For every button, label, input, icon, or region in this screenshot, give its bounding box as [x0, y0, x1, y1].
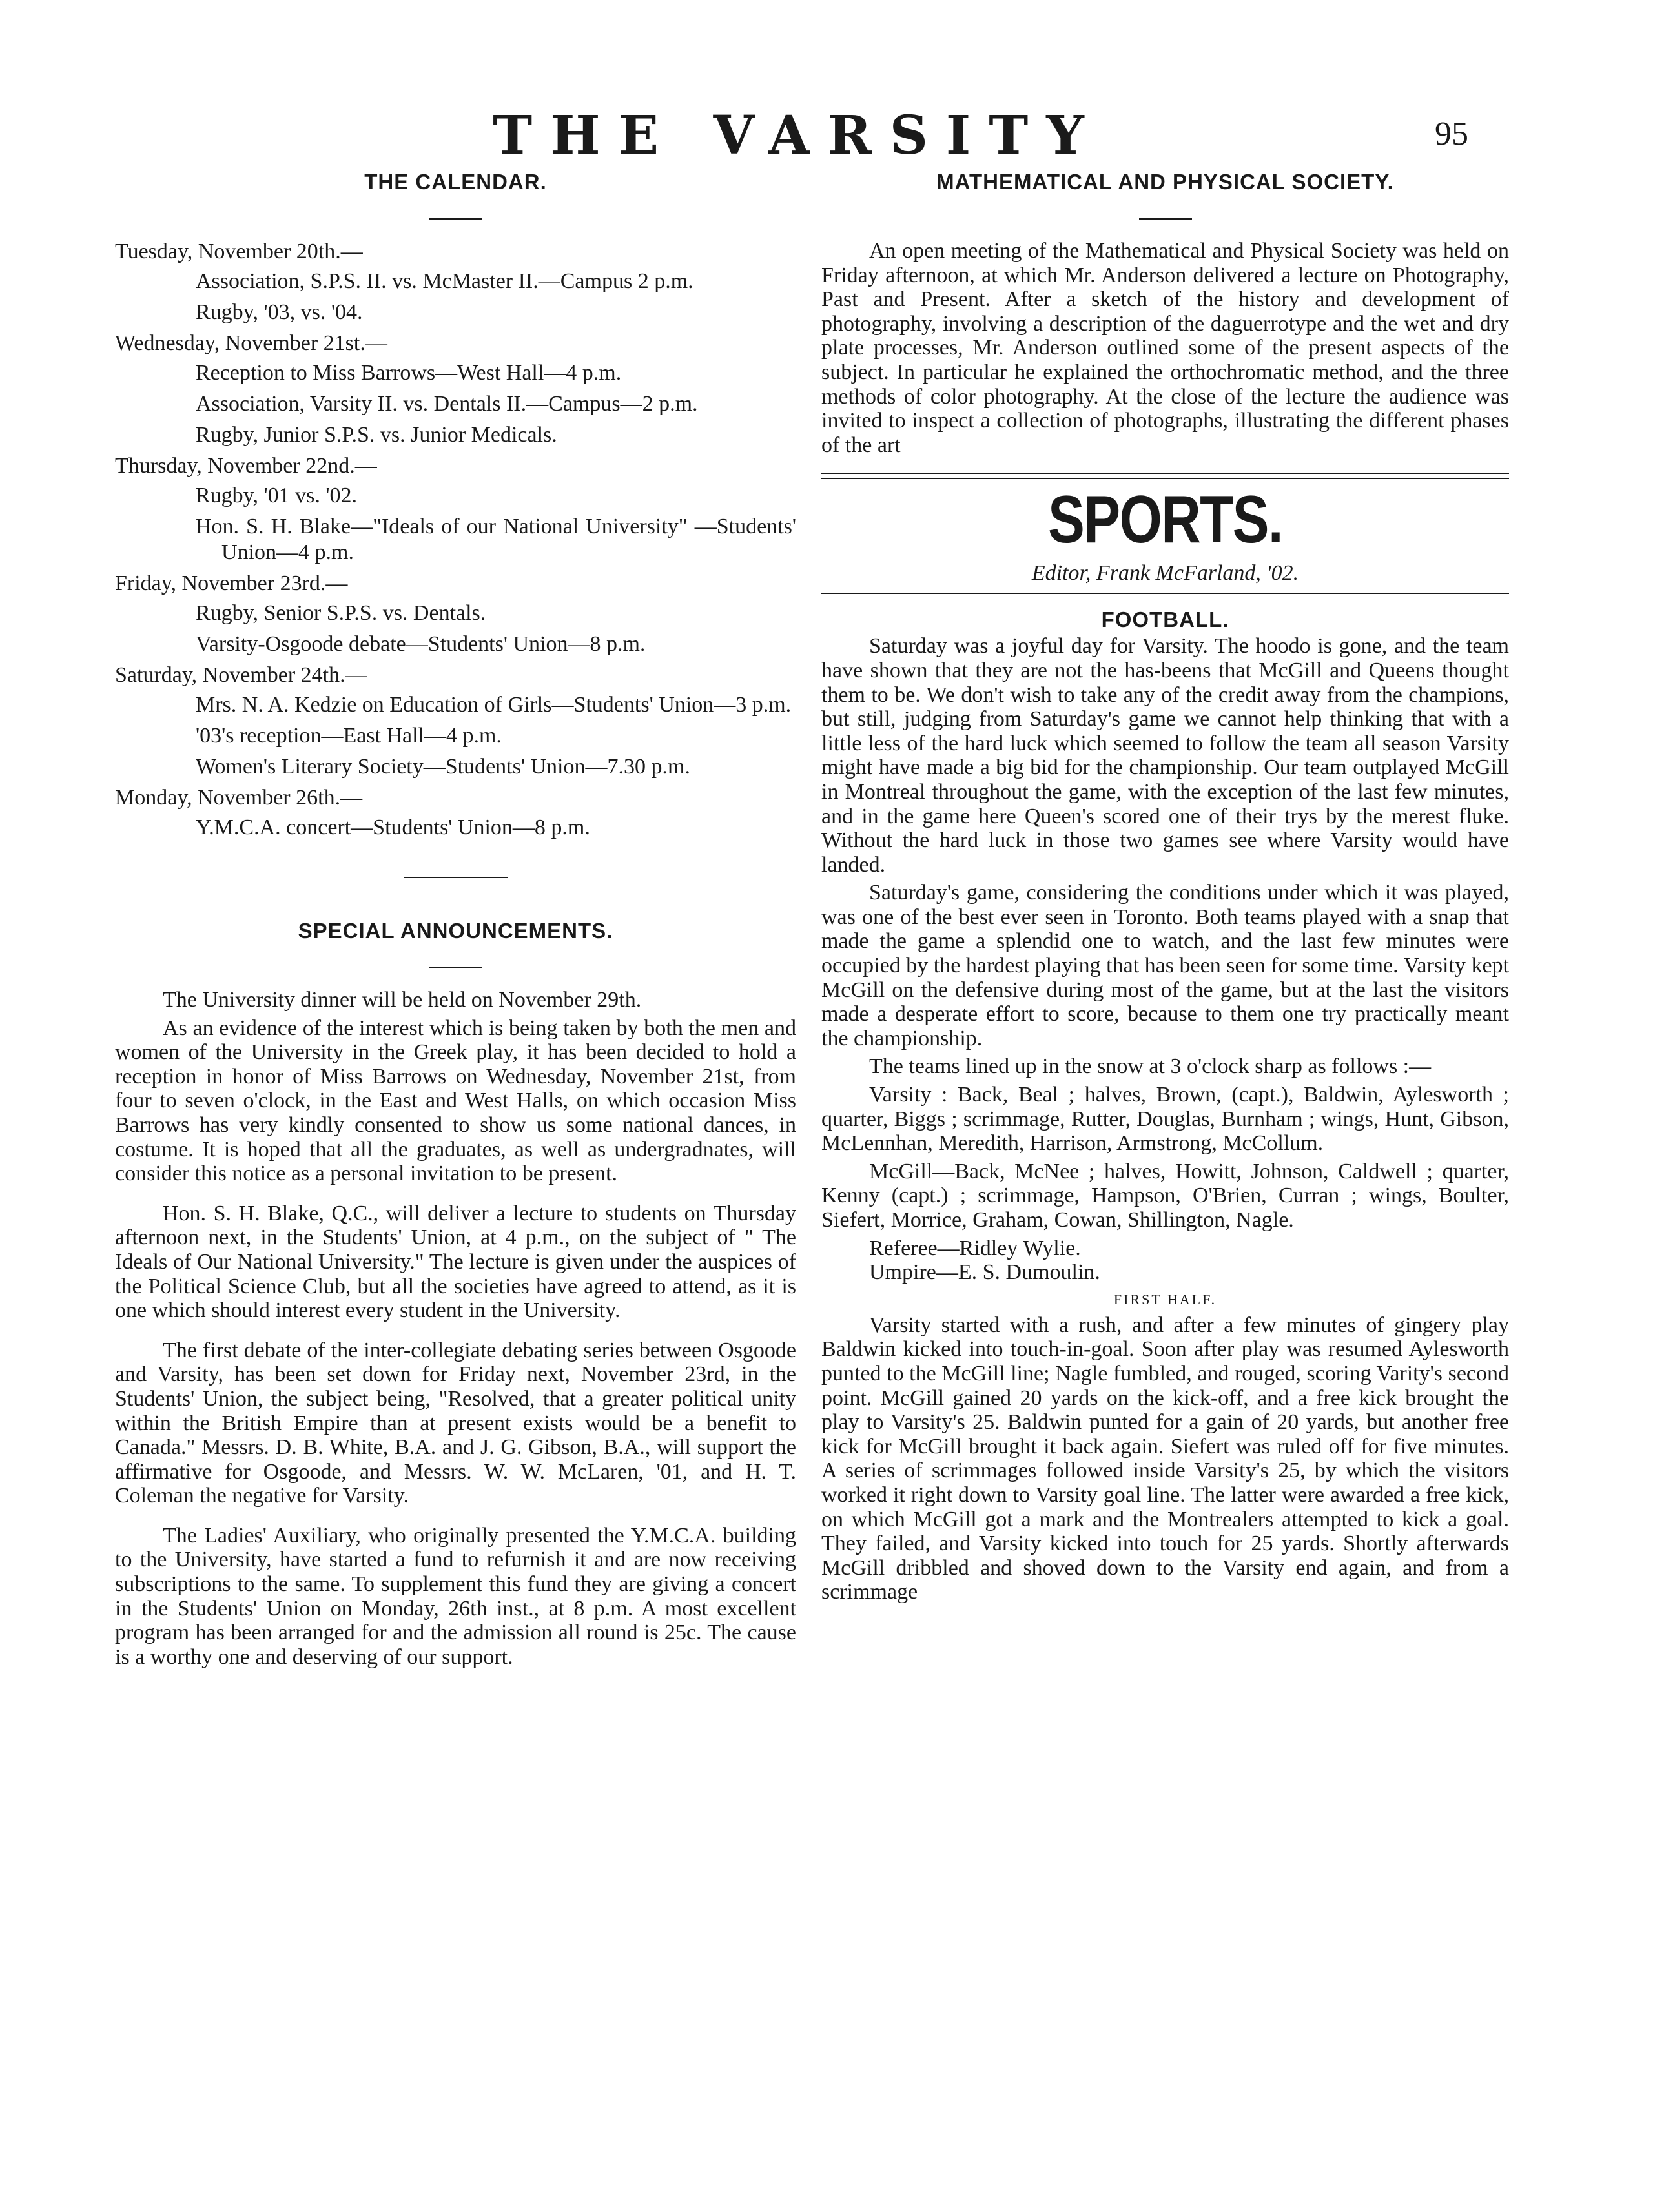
calendar-event: Association, Varsity II. vs. Dentals II.—Campus—2 p.m. — [196, 392, 698, 416]
calendar-event: Reception to Miss Barrows—West Hall—4 p.m. — [196, 361, 622, 385]
double-divider — [821, 473, 1509, 479]
calendar-day: Wednesday, November 21st.— — [115, 331, 387, 355]
divider — [429, 218, 482, 220]
right-column — [821, 168, 1509, 1620]
sports-paragraph: McGill—Back, McNee ; halves, Howitt, Johnson, Caldwell ; quarter, Kenny (capt.) ; scrimmage, Hampson, O'Brien, Curran ; wings, Boulter, Siefert, Morrice, Graham, Cowan, Shillington, Nagle. — [821, 1159, 1509, 1232]
announcement-paragraph: The first debate of the inter-collegiate debating series between Osgoode and Varsity, has been set down for Friday next, November 23rd, in the Students' Union, the subject being, "Resolved, that a greater political unity within the British Empire than at present exists would be a benefit to Canada." Messrs. D. B. White, B.A. and J. G. Gibson, B.A., will support the affirmative for Osgoode, and Messrs. W. W. McLaren, '01, and H. T. Coleman the negative for Varsity. — [115, 1338, 796, 1508]
calendar-event: Mrs. N. A. Kedzie on Education of Girls—Students' Union—3 p.m. — [196, 693, 792, 717]
calendar-event: Rugby, '01 vs. '02. — [196, 484, 357, 507]
calendar-event: Hon. S. H. Blake—"Ideals of our National University" —Students' Union—4 p.m. — [196, 515, 796, 564]
left-column — [115, 168, 796, 1685]
sports-editor: Editor, Frank McFarland, '02. — [1031, 561, 1299, 586]
first-half-paragraph: Varsity started with a rush, and after a few minutes of gingery play Baldwin kicked into touch-in-goal. Soon after play was resumed Aylesworth punted to the McGill line; Nagle fumbled, and rouged, scoring Varity's second point. McGill gained 20 yards on the kick-off, and a free kick brought the play to Varsity's 25. Baldwin punted for a gain of 20 yards, but another free kick for McGill brought it back again. Siefert was ruled off for five minutes. A series of scrimmages followed inside Varsity's 25, by which the visitors worked it right down to Varsity goal line. The latter were awarded a free kick, on which McGill got a mark and the Montrealers attempted to kick a goal. They failed, and Varsity kicked into touch for 25 yards. Shortly afterwards McGill dribbled and shoved down to the Varsity end again, and from a scrimmage — [821, 1313, 1509, 1604]
page-number: 95 — [1435, 116, 1468, 152]
announcement-paragraph: The University dinner will be held on November 29th. — [163, 988, 642, 1012]
sports-paragraph: Saturday's game, considering the conditions under which it was played, was one of the best ever seen in Toronto. Both teams played with a snap that made the game a splendid one to watch, and the last few minutes were occupied by the hardest playing that has been seen for some time. Varsity kept McGill on the defensive during most of the game, but at the last the visitors made a desperate effort to score, because to them one try practically meant the championship. — [821, 881, 1509, 1050]
football-title: FOOTBALL. — [1101, 608, 1229, 632]
announcements-title: SPECIAL ANNOUNCEMENTS. — [298, 919, 613, 943]
sports-paragraph: The teams lined up in the snow at 3 o'clock sharp as follows :— — [869, 1054, 1432, 1079]
divider — [821, 593, 1509, 594]
divider — [1139, 218, 1192, 220]
calendar-event: Varsity-Osgoode debate—Students' Union—8 p.m. — [196, 632, 646, 656]
calendar-day: Thursday, November 22nd.— — [115, 454, 377, 478]
math-society-paragraph: An open meeting of the Mathematical and Physical Society was held on Friday afternoon, at which Mr. Anderson delivered a lecture on Photography, Past and Present. After a sketch of the history and development of photography, involving a description of the daguerrotype and the wet and dry plate processes, Mr. Anderson outlined some of the present aspects of the subject. In particular he explained the orthochromatic method, and the three methods of color photography. At the close of the lecture the audience was invited to inspect a collection of photographs, illustrating the different phases of the art — [821, 239, 1509, 457]
calendar-event: Association, S.P.S. II. vs. McMaster II.—Campus 2 p.m. — [196, 269, 693, 293]
announcement-paragraph: As an evidence of the interest which is being taken by both the men and women of the University in the Greek play, it has been decided to hold a reception in honor of Miss Barrows on Wednesday, November 21st, from four to seven o'clock, in the East and West Halls, on which occasion Miss Barrows has very kindly consented to show us some national dances, in costume. It is hoped that all the graduates, as well as undergradnates, will consider this notice as a personal invitation to be present. — [115, 1016, 796, 1186]
sports-paragraph: Varsity : Back, Beal ; halves, Brown, (capt.), Baldwin, Aylesworth ; quarter, Biggs ; scrimmage, Rutter, Douglas, Burnham ; wings, Hunt, Gibson, McLennhan, Meredith, Harrison, Armstrong, McCollum. — [821, 1083, 1509, 1156]
math-society-title: MATHEMATICAL AND PHYSICAL SOCIETY. — [936, 170, 1394, 194]
calendar-day: Tuesday, November 20th.— — [115, 240, 363, 263]
calendar-event: Rugby, '03, vs. '04. — [196, 300, 363, 324]
divider — [404, 877, 508, 878]
announcement-paragraph: Hon. S. H. Blake, Q.C., will deliver a lecture to students on Thursday afternoon next, in the Students' Union, at 4 p.m., on the subject of " The Ideals of Our National University." The lecture is given under the auspices of the Political Science Club, but all the societies have agreed to attend, as it is one which should interest every student in the University. — [115, 1201, 796, 1323]
umpire-line: Umpire—E. S. Dumoulin. — [869, 1260, 1100, 1285]
announcement-paragraph: The Ladies' Auxiliary, who originally presented the Y.M.C.A. building to the University, have started a fund to refurnish it and are now receiving subscriptions to the same. To supplement this fund they are giving a concert in the Students' Union on Monday, 26th inst., at 8 p.m. A most excellent program has been arranged for and the admission all round is 25c. The cause is a worthy one and deserving of our support. — [115, 1523, 796, 1669]
first-half-title: FIRST HALF. — [1113, 1291, 1217, 1307]
calendar-event: Y.M.C.A. concert—Students' Union—8 p.m. — [196, 815, 590, 839]
calendar-event: Rugby, Junior S.P.S. vs. Junior Medicals. — [196, 423, 557, 447]
masthead: THE VARSITY — [493, 105, 1102, 167]
calendar-title: THE CALENDAR. — [364, 170, 547, 194]
calendar-day: Friday, November 23rd.— — [115, 571, 348, 595]
referee-line: Referee—Ridley Wylie. — [869, 1236, 1081, 1260]
divider — [429, 967, 482, 968]
calendar-event: Rugby, Senior S.P.S. vs. Dentals. — [196, 601, 486, 625]
sports-paragraph: Saturday was a joyful day for Varsity. The hoodo is gone, and the team have shown that they are not the has-beens that McGill and Queens thought them to be. We don't wish to take any of the credit away from the champions, but still, judging from Saturday's game we cannot help thinking that with a little less of the hard luck which seemed to follow the team all season Varsity might have made a big bid for the championship. Our team outplayed McGill in Montreal throughout the game, with the exception of the last few minutes, and in the game here Queen's scored one of their trys by the merest fluke. Without the hard luck in those two games see where Varsity would have landed. — [821, 634, 1509, 877]
calendar-event: Women's Literary Society—Students' Union—7.30 p.m. — [196, 755, 690, 779]
calendar-list — [115, 239, 796, 841]
calendar-day: Saturday, November 24th.— — [115, 663, 367, 687]
sports-title: SPORTS. — [1048, 482, 1282, 558]
calendar-day: Monday, November 26th.— — [115, 786, 363, 810]
calendar-event: '03's reception—East Hall—4 p.m. — [196, 724, 502, 748]
